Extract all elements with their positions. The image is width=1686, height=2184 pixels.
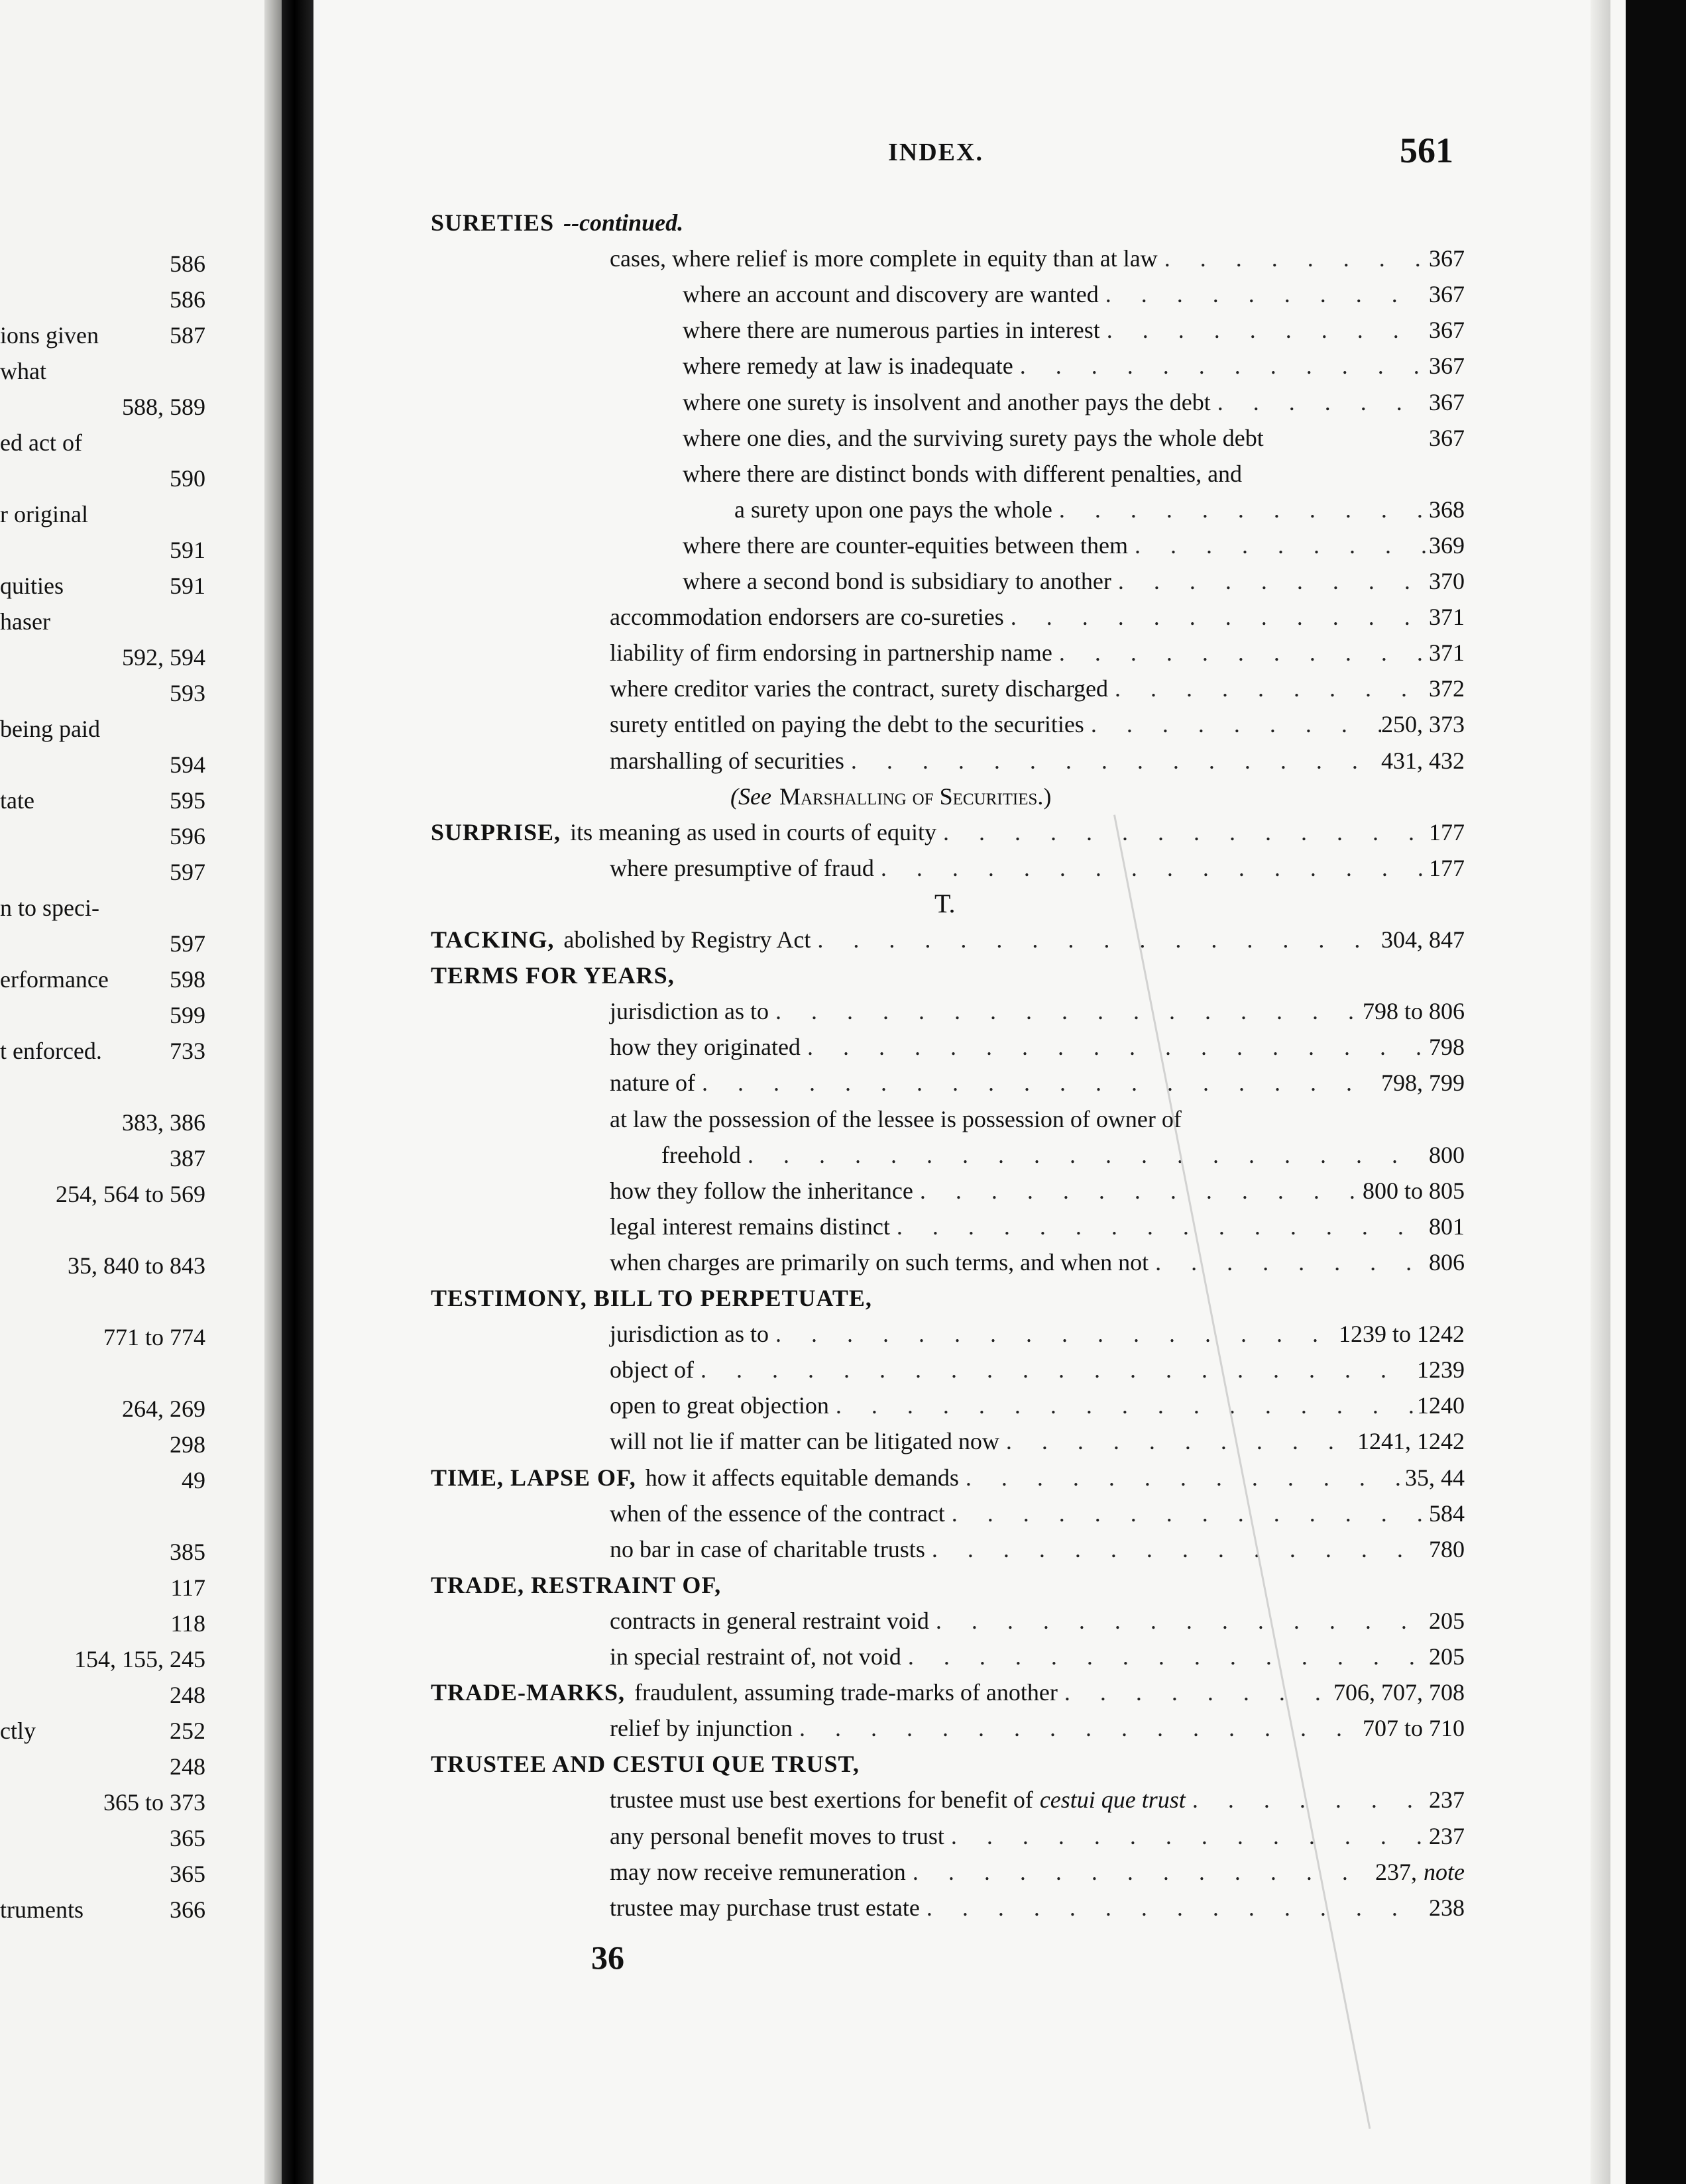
index-entry (610, 1356, 1465, 1383)
entry-pages: 798, 799 (1381, 1069, 1465, 1096)
left-fragment-pages: 365 (170, 1861, 205, 1887)
left-fragment-line (0, 1467, 205, 1494)
entry-pages: 371 (1429, 604, 1465, 630)
entry-text: liability of firm endorsing in partnership name (610, 639, 1052, 666)
index-entry (610, 675, 1465, 702)
left-fragment-line (0, 250, 205, 277)
index-entry (610, 1643, 1465, 1670)
left-fragment-line (0, 608, 205, 635)
left-fragment-line (0, 1395, 205, 1422)
page-fold-shadow (264, 0, 282, 2184)
dot-leader (1149, 1249, 1429, 1276)
entry-pages: 1241, 1242 (1357, 1428, 1465, 1454)
index-entry (610, 747, 1465, 774)
left-fragment-line (0, 1718, 205, 1744)
dot-leader (1058, 1679, 1333, 1706)
entry-text: where there are distinct bonds with different penalties, and (683, 461, 1243, 487)
entry-pages: 431, 432 (1381, 747, 1465, 774)
entry-pages: 800 to 805 (1362, 1177, 1465, 1204)
entry-pages: 367 (1429, 389, 1465, 415)
left-fragment-pages: 593 (170, 680, 205, 706)
index-entry (661, 1142, 1465, 1168)
dot-leader (829, 1392, 1417, 1419)
index-entry (610, 1034, 1465, 1060)
dot-leader (944, 1823, 1429, 1849)
left-fragment-pages: 365 (170, 1825, 205, 1851)
index-entry (934, 891, 1465, 917)
index-entry (610, 1536, 1465, 1562)
entry-heading: SURETIES (431, 209, 555, 236)
entry-text: a surety upon one pays the whole (734, 496, 1052, 523)
dot-leader (874, 855, 1429, 881)
left-fragment-line (0, 1431, 205, 1458)
left-fragment-pages: 35, 840 to 843 (67, 1252, 205, 1279)
entry-text: when of the essence of the contract (610, 1500, 945, 1527)
left-fragment-pages: 154, 155, 245 (74, 1646, 205, 1672)
left-fragment-line (0, 537, 205, 563)
entry-heading: SURPRISE, (431, 819, 561, 846)
entry-text: trustee must use best exertions for benefit of (610, 1786, 1033, 1813)
entry-pages: 237 (1429, 1823, 1465, 1849)
index-entry (431, 209, 1465, 236)
left-fragment-line (0, 501, 205, 527)
left-fragment-line (0, 1574, 205, 1601)
left-fragment-pages: 591 (170, 573, 205, 599)
dot-leader (959, 1464, 1405, 1491)
index-entry (610, 1608, 1465, 1634)
left-fragment-pages: 264, 269 (122, 1395, 205, 1422)
entry-text: relief by injunction (610, 1715, 793, 1741)
dot-leader (694, 1356, 1417, 1383)
left-fragment-line (0, 1109, 205, 1136)
index-entry (610, 1069, 1465, 1096)
entry-pages: 706, 707, 708 (1333, 1679, 1465, 1706)
entry-pages: 367 (1429, 245, 1465, 272)
dot-leader (945, 1500, 1429, 1527)
left-fragment-line (0, 1646, 205, 1672)
left-fragment-pages: 383, 386 (122, 1109, 205, 1136)
entry-heading: TACKING, (431, 926, 555, 953)
left-fragment-text: n to speci- (0, 895, 99, 921)
entry-text: nature of (610, 1069, 695, 1096)
index-entry (683, 461, 1465, 487)
entry-text: jurisdiction as to (610, 998, 769, 1024)
left-fragment-line (0, 286, 205, 313)
entry-text: abolished by Registry Act (563, 926, 811, 953)
dot-leader (1111, 568, 1429, 594)
see-reference-target: Marshalling of Securities.) (779, 783, 1052, 810)
index-entry (610, 1321, 1465, 1347)
left-fragment-pages: 587 (170, 322, 205, 349)
left-fragment-pages: 118 (170, 1610, 205, 1637)
index-entry (610, 711, 1465, 737)
left-fragment-line (0, 1539, 205, 1565)
left-fragment-pages: 254, 564 to 569 (55, 1181, 205, 1207)
left-fragment-line (0, 322, 205, 349)
dot-leader (1128, 532, 1429, 559)
entry-pages: 1240 (1417, 1392, 1465, 1419)
entry-pages: 367 (1429, 281, 1465, 307)
entry-pages: 1239 (1417, 1356, 1465, 1383)
left-fragment-line (0, 1861, 205, 1887)
entry-text: how it affects equitable demands (645, 1464, 959, 1491)
dot-leader (1052, 639, 1429, 666)
entry-text: at law the possession of the lessee is possession of owner of (610, 1106, 1182, 1132)
index-entry (431, 1464, 1465, 1491)
left-fragment-text: ctly (0, 1718, 36, 1744)
entry-text: marshalling of securities (610, 747, 844, 774)
dot-leader (1013, 353, 1429, 379)
left-fragment-pages: 590 (170, 465, 205, 492)
left-fragment-line (0, 1789, 205, 1816)
left-fragment-pages: 594 (170, 751, 205, 778)
entry-pages: 371 (1429, 639, 1465, 666)
left-fragment-line (0, 930, 205, 957)
dot-leader (811, 926, 1381, 953)
dot-leader (906, 1859, 1375, 1885)
entry-text: surety entitled on paying the debt to the securities (610, 711, 1084, 737)
left-fragment-line (0, 1610, 205, 1637)
entry-pages: 367 (1429, 317, 1465, 343)
left-fragment-text: being paid (0, 716, 100, 742)
left-fragment-pages: 596 (170, 823, 205, 849)
book-gutter (282, 0, 313, 2184)
left-fragment-pages: 365 to 373 (103, 1789, 205, 1816)
entry-text: open to great objection (610, 1392, 829, 1419)
entry-pages: 237 (1429, 1786, 1465, 1813)
entry-pages: 250, 373 (1381, 711, 1465, 737)
left-fragment-line (0, 1002, 205, 1028)
left-fragment-text: r original (0, 501, 88, 527)
left-fragment-line (0, 1682, 205, 1708)
left-fragment-pages: 385 (170, 1539, 205, 1565)
dot-leader (801, 1034, 1429, 1060)
left-fragment-text: tate (0, 787, 34, 814)
left-fragment-text: ed act of (0, 429, 82, 456)
left-fragment-pages: 586 (170, 250, 205, 277)
index-entry (431, 962, 1465, 989)
index-entry (431, 1572, 1465, 1598)
index-entry (683, 281, 1465, 307)
header-title: INDEX. (888, 138, 984, 166)
left-fragment-pages: 117 (170, 1574, 205, 1601)
index-entry (610, 1177, 1465, 1204)
signature-mark: 36 (591, 1939, 624, 1976)
index-entry (683, 568, 1465, 594)
index-entry (683, 389, 1465, 415)
entry-pages: 800 (1429, 1142, 1465, 1168)
entry-text: where one dies, and the surviving surety pays the whole debt (683, 425, 1264, 451)
entry-heading: TIME, LAPSE OF, (431, 1464, 636, 1491)
dot-leader (1100, 317, 1429, 343)
index-entry (610, 245, 1465, 272)
entry-text: no bar in case of charitable trusts (610, 1536, 925, 1562)
dot-leader (936, 819, 1429, 846)
index-entry (610, 1392, 1465, 1419)
entry-pages: 707 to 710 (1362, 1715, 1465, 1741)
left-fragment-pages: 592, 594 (122, 644, 205, 671)
entry-pages: 1239 to 1242 (1338, 1321, 1465, 1347)
entry-text: how they follow the inheritance (610, 1177, 913, 1204)
index-entry (431, 819, 1465, 846)
left-fragment-pages: 248 (170, 1682, 205, 1708)
index-entry (610, 1786, 1465, 1813)
index-entry (730, 783, 1465, 810)
left-fragment-pages: 597 (170, 859, 205, 885)
entry-pages: 798 to 806 (1362, 998, 1465, 1024)
entry-pages: 237, (1375, 1859, 1418, 1885)
entry-pages: 806 (1429, 1249, 1465, 1276)
index-entry (610, 1213, 1465, 1240)
entry-heading: TERMS FOR YEARS, (431, 962, 675, 989)
left-fragment-line (0, 465, 205, 492)
left-fragment-line (0, 1825, 205, 1851)
entry-pages: 177 (1429, 855, 1465, 881)
index-entry (610, 1428, 1465, 1454)
left-fragment-line (0, 573, 205, 599)
entry-text: where remedy at law is inadequate (683, 353, 1013, 379)
entry-text: freehold (661, 1142, 741, 1168)
left-fragment-line (0, 1252, 205, 1279)
dot-leader (913, 1177, 1363, 1204)
left-fragment-text: ions given (0, 322, 99, 349)
left-fragment-line (0, 1753, 205, 1780)
left-fragment-line (0, 751, 205, 778)
dot-leader (741, 1142, 1429, 1168)
entry-heading: TRADE, RESTRAINT OF, (431, 1572, 722, 1598)
left-fragment-pages: 771 to 774 (103, 1324, 205, 1350)
entry-pages: 177 (1429, 819, 1465, 846)
left-fragment-line (0, 358, 205, 384)
index-entry (610, 855, 1465, 881)
index-entry (610, 998, 1465, 1024)
entry-pages: 801 (1429, 1213, 1465, 1240)
entry-text: will not lie if matter can be litigated now (610, 1428, 999, 1454)
facing-page-fragment (0, 0, 282, 2184)
index-entry (734, 496, 1465, 523)
left-fragment-pages: 588, 589 (122, 394, 205, 420)
left-fragment-pages: 591 (170, 537, 205, 563)
index-entry (431, 1679, 1465, 1706)
entry-text: where there are counter-equities between them (683, 532, 1128, 559)
index-entry (610, 1894, 1465, 1921)
left-fragment-pages: 366 (170, 1896, 205, 1923)
page-edge (1591, 0, 1610, 2184)
dot-leader (1084, 711, 1381, 737)
entry-text: accommodation endorsers are co-sureties (610, 604, 1004, 630)
dot-leader (769, 998, 1363, 1024)
index-entry (610, 1715, 1465, 1741)
entry-pages-note: note (1424, 1859, 1465, 1885)
dot-leader (1108, 675, 1429, 702)
left-fragment-line (0, 716, 205, 742)
entry-pages: 372 (1429, 675, 1465, 702)
index-entry (683, 532, 1465, 559)
left-fragment-line (0, 966, 205, 993)
entry-pages: 205 (1429, 1643, 1465, 1670)
entry-text: trustee may purchase trust estate (610, 1894, 920, 1921)
running-header (888, 138, 984, 167)
entry-text: when charges are primarily on such terms, and when not (610, 1249, 1149, 1276)
index-entry (610, 1859, 1465, 1885)
index-entry (431, 926, 1465, 953)
left-fragment-line (0, 1896, 205, 1923)
entry-text: where a second bond is subsidiary to another (683, 568, 1111, 594)
index-entry (610, 639, 1465, 666)
index-entry (610, 1249, 1465, 1276)
index-entry (610, 1500, 1465, 1527)
dot-leader (999, 1428, 1357, 1454)
dot-leader (890, 1213, 1429, 1240)
left-fragment-line (0, 1145, 205, 1172)
entry-pages: 304, 847 (1381, 926, 1465, 953)
index-entry (431, 1285, 1465, 1311)
entry-text: any personal benefit moves to trust (610, 1823, 944, 1849)
entry-pages: 798 (1429, 1034, 1465, 1060)
dot-leader (1052, 496, 1429, 523)
entry-heading: TRADE-MARKS, (431, 1679, 626, 1706)
section-letter: T. (934, 889, 956, 918)
left-fragment-line (0, 644, 205, 671)
left-fragment-line (0, 1181, 205, 1207)
left-fragment-line (0, 394, 205, 420)
entry-text: jurisdiction as to (610, 1321, 769, 1347)
entry-heading: TRUSTEE AND CESTUI QUE TRUST, (431, 1751, 860, 1777)
page-number: 561 (1400, 131, 1453, 170)
dot-leader (844, 747, 1381, 774)
dot-leader (695, 1069, 1381, 1096)
left-fragment-pages: 298 (170, 1431, 205, 1458)
entry-text: where there are numerous parties in interest (683, 317, 1100, 343)
entry-pages: 584 (1429, 1500, 1465, 1527)
dot-leader (769, 1321, 1339, 1347)
left-fragment-pages: 597 (170, 930, 205, 957)
left-fragment-pages: 595 (170, 787, 205, 814)
index-entry (610, 1823, 1465, 1849)
entry-pages: 369 (1429, 532, 1465, 559)
entry-text: in special restraint of, not void (610, 1643, 901, 1670)
left-fragment-pages: 248 (170, 1753, 205, 1780)
entry-pages: 780 (1429, 1536, 1465, 1562)
left-fragment-text: what (0, 358, 46, 384)
entry-text: contracts in general restraint void (610, 1608, 929, 1634)
left-fragment-line (0, 859, 205, 885)
left-fragment-line (0, 823, 205, 849)
left-fragment-pages: 733 (170, 1038, 205, 1064)
entry-text: cases, where relief is more complete in equity than at law (610, 245, 1158, 272)
entry-text: where creditor varies the contract, surety discharged (610, 675, 1109, 702)
dot-leader (1158, 245, 1429, 272)
left-fragment-line (0, 429, 205, 456)
entry-text: legal interest remains distinct (610, 1213, 890, 1240)
left-fragment-text: t enforced. (0, 1038, 102, 1064)
left-fragment-text: haser (0, 608, 50, 635)
left-fragment-line (0, 787, 205, 814)
index-entry (683, 317, 1465, 343)
left-fragment-text: erformance (0, 966, 109, 993)
dot-leader (1004, 604, 1429, 630)
index-entry (683, 425, 1465, 451)
left-fragment-pages: 49 (182, 1467, 205, 1494)
entry-text: where one surety is insolvent and another pays the debt (683, 389, 1211, 415)
index-entry (610, 604, 1465, 630)
entry-pages: 238 (1429, 1894, 1465, 1921)
entry-text: where an account and discovery are wanted (683, 281, 1099, 307)
index-entry (610, 1106, 1465, 1132)
see-reference-label: (See (730, 783, 771, 810)
entry-text: how they originated (610, 1034, 801, 1060)
entry-pages: 367 (1429, 425, 1465, 451)
left-fragment-line (0, 680, 205, 706)
entry-text: fraudulent, assuming trade-marks of another (634, 1679, 1058, 1706)
entry-text: object of (610, 1356, 694, 1383)
left-fragment-line (0, 1038, 205, 1064)
dot-leader (901, 1643, 1429, 1670)
dot-leader (1099, 281, 1429, 307)
entry-heading: TESTIMONY, BILL TO PERPETUATE, (431, 1285, 872, 1311)
left-fragment-pages: 252 (170, 1718, 205, 1744)
left-fragment-pages: 586 (170, 286, 205, 313)
dot-leader (1211, 389, 1429, 415)
entry-text-italic: cestui que trust (1039, 1786, 1186, 1813)
entry-text: its meaning as used in courts of equity (570, 819, 936, 846)
left-fragment-line (0, 1324, 205, 1350)
dot-leader (925, 1536, 1429, 1562)
left-fragment-pages: 387 (170, 1145, 205, 1172)
left-fragment-text: quities (0, 573, 64, 599)
entry-heading-suffix: --continued. (563, 209, 684, 236)
entry-pages: 367 (1429, 353, 1465, 379)
left-fragment-pages: 599 (170, 1002, 205, 1028)
index-entry (683, 353, 1465, 379)
left-fragment-line (0, 895, 205, 921)
left-fragment-text: truments (0, 1896, 84, 1923)
entry-pages: 368 (1429, 496, 1465, 523)
dot-leader (793, 1715, 1363, 1741)
index-entry (431, 1751, 1465, 1777)
dot-leader (929, 1608, 1429, 1634)
entry-pages: 35, 44 (1405, 1464, 1465, 1491)
entry-pages: 370 (1429, 568, 1465, 594)
entry-text: where presumptive of fraud (610, 855, 874, 881)
entry-pages: 205 (1429, 1608, 1465, 1634)
left-fragment-pages: 598 (170, 966, 205, 993)
entry-text: may now receive remuneration (610, 1859, 906, 1885)
dot-leader (920, 1894, 1429, 1921)
